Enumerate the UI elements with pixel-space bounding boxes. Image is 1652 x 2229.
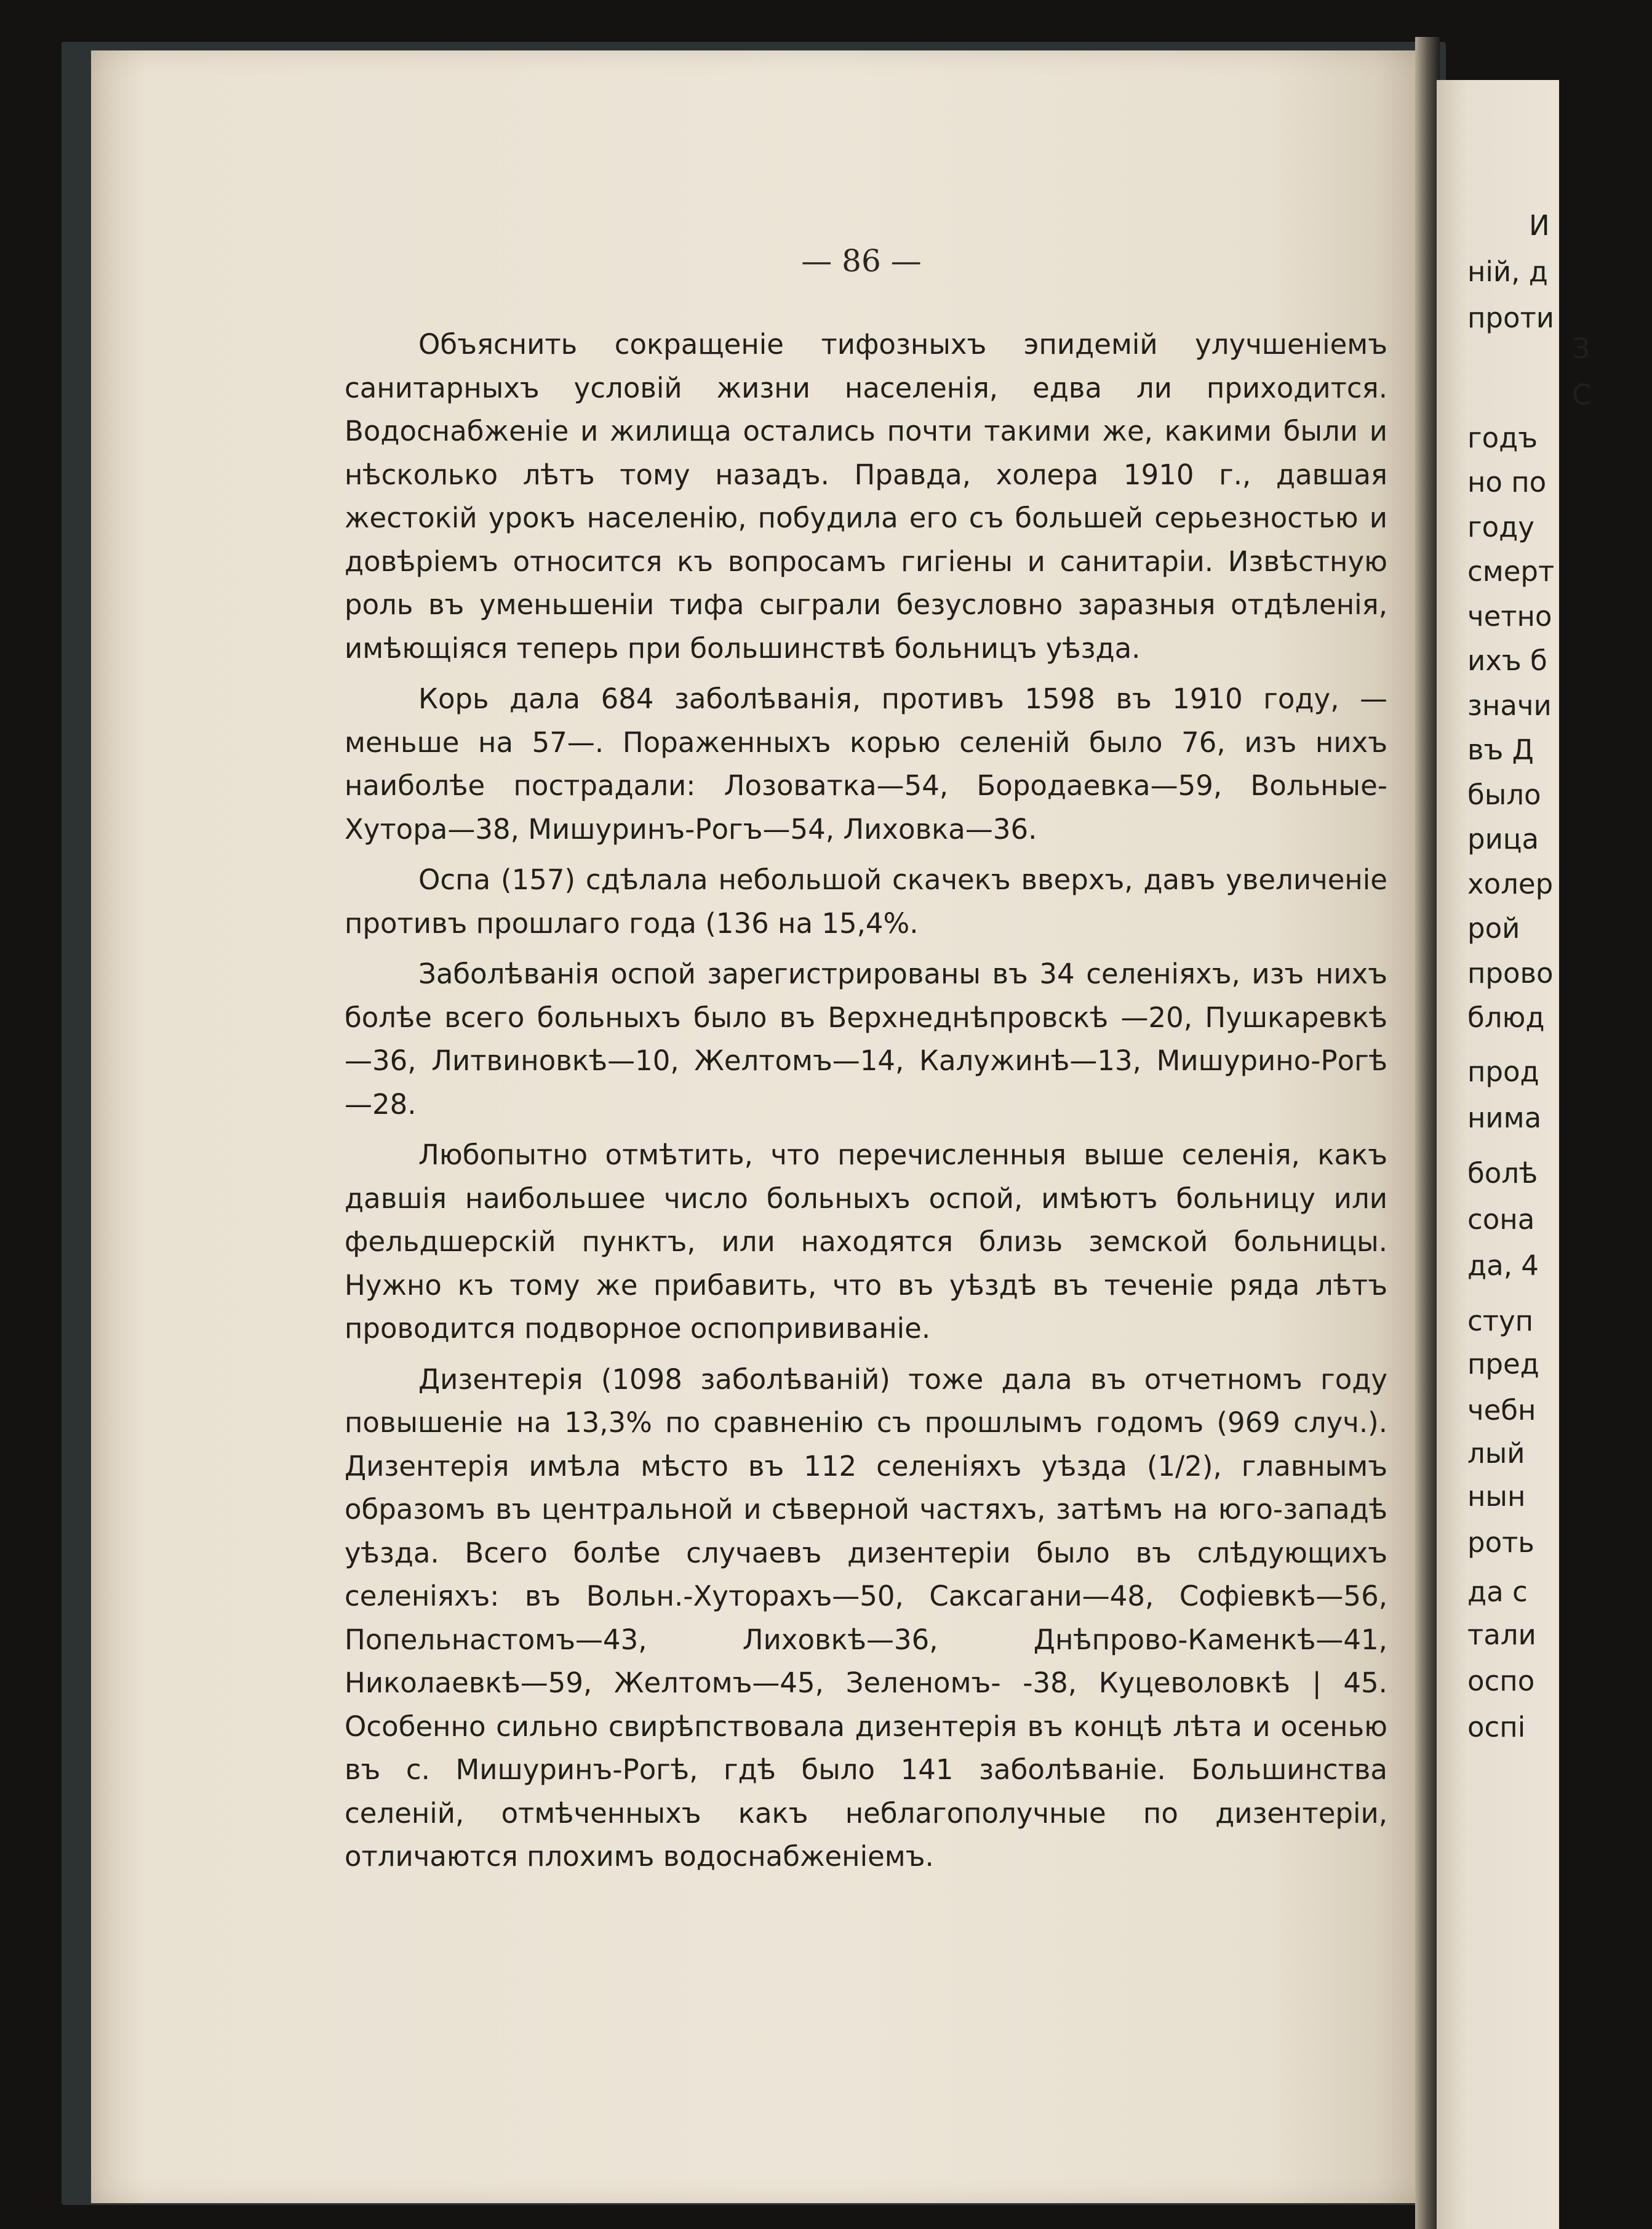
facing-page-line: прово <box>1467 957 1554 990</box>
facing-page-line: болѣ <box>1467 1157 1538 1190</box>
facing-page-line: проти <box>1467 302 1554 334</box>
paragraph-dysentery: Дизентерія (1098 заболѣваній) тоже дала въ отчетномъ году повышеніе на 13,3% по сравненію съ прошлымъ годомъ (969 случ.). Дизентерія имѣла мѣсто въ 112 селеніяхъ уѣзда (1/2), главнымъ образомъ въ центральной и сѣверной частяхъ, затѣмъ на юго-западѣ уѣзда. Всего болѣе случаевъ дизентеріи было въ слѣдующихъ селеніяхъ: въ Вольн.-Хуторахъ—50, Саксагани—48, Софіевкѣ—56, Попельнастомъ—43, Лиховкѣ—36, Днѣпрово-Каменкѣ—41, Николаевкѣ—59, Желтомъ—45, Зеленомъ- -38, Куцеволовкѣ | 45. Особенно сильно свирѣпствовала дизентерія въ концѣ лѣта и осенью въ с. Мишуринъ-Рогѣ, гдѣ было 141 заболѣваніе. Большинства селеній, отмѣченныхъ какъ неблагополучные по дизентеріи, отличаются плохимъ водоснабженіемъ. <box>345 1363 1387 1873</box>
facing-page-line: чебн <box>1467 1394 1536 1427</box>
facing-page-line: четно <box>1467 600 1552 633</box>
facing-page-line: З <box>1572 332 1590 365</box>
page-number: — 86 — <box>801 243 922 279</box>
facing-page-line: рица <box>1467 823 1539 855</box>
facing-page-line: прод <box>1467 1055 1539 1088</box>
facing-page-line: холер <box>1467 868 1554 900</box>
facing-page-line: тали <box>1467 1619 1536 1651</box>
book-gutter <box>1415 37 1440 2229</box>
facing-page-line: сона <box>1467 1203 1535 1236</box>
facing-page-line: годъ <box>1467 422 1538 454</box>
facing-page-line: лый <box>1467 1437 1525 1470</box>
paragraph-smallpox: Оспа (157) сдѣлала небольшой скачекъ вверхъ, давъ увеличеніе противъ прошлаго года (136 на 15,4%. <box>345 863 1387 940</box>
facing-page-line: нима <box>1467 1102 1542 1134</box>
facing-page-line: блюд <box>1467 1001 1545 1034</box>
facing-page-line: ступ <box>1467 1305 1534 1337</box>
facing-page-line: ній, д <box>1467 255 1548 288</box>
paragraph-measles: Корь дала 684 заболѣванія, противъ 1598 въ 1910 году, —меньше на 57—. Пораженныхъ корью селеній было 76, изъ нихъ наиболѣе пострадали: Лозоватка—54, Бородаевка—59, Вольные-Хутора—38, Мишуринъ-Рогъ—54, Лиховка—36. <box>345 682 1387 846</box>
facing-page-line: въ Д <box>1467 734 1534 766</box>
facing-page-line: но по <box>1467 466 1547 498</box>
facing-page-line: году <box>1467 511 1534 543</box>
paragraph-smallpox-villages: Заболѣванія оспой зарегистрированы въ 34 селеніяхъ, изъ нихъ болѣе всего больныхъ было въ Верхнеднѣпровскѣ —20, Пушкаревкѣ—36, Литвиновкѣ—10, Желтомъ—14, Калужинѣ—13, Мишурино-Рогѣ—28. <box>345 958 1387 1121</box>
facing-page-line: роть <box>1467 1526 1534 1559</box>
facing-page-line: рой <box>1467 912 1520 945</box>
facing-page-line: было <box>1467 778 1541 811</box>
page-text <box>345 323 1387 1886</box>
right-page <box>1437 80 1592 2229</box>
facing-page-line: да, 4 <box>1467 1249 1539 1282</box>
facing-page-line: смерт <box>1467 555 1555 588</box>
facing-page-line: оспо <box>1467 1665 1535 1697</box>
facing-page-line: нын <box>1467 1480 1526 1513</box>
facing-page-line: С <box>1572 378 1592 411</box>
facing-page-line: ихъ б <box>1467 644 1547 677</box>
facing-page-line: пред <box>1467 1348 1539 1380</box>
paragraph-vaccination: Любопытно отмѣтить, что перечисленныя выше селенія, какъ давшія наибольшее число больныхъ оспой, имѣютъ больницу или фельдшерскій пунктъ, или находятся близь земской больницы. Нужно къ тому же прибавить, что въ уѣздѣ въ теченіе ряда лѣтъ проводится подворное оспопрививаніе. <box>345 1139 1387 1345</box>
facing-page-line: значи <box>1467 689 1552 722</box>
facing-page-line: И <box>1529 209 1550 242</box>
facing-page-line: да с <box>1467 1575 1528 1608</box>
paragraph-typhus: Объяснить сокращеніе тифозныхъ эпидемій улучшеніемъ санитарныхъ условій жизни населенія, едва ли приходится. Водоснабженіе и жилища остались почти такими же, какими были и нѣсколько лѣтъ тому назадъ. Правда, холера 1910 г., давшая жестокій урокъ населенію, побудила его съ большей серьезностью и довѣріемъ относится къ вопросамъ гигіены и санитаріи. Извѣстную роль въ уменьшеніи тифа сыграли безусловно заразныя отдѣленія, имѣющіяся теперь при большинствѣ больницъ уѣзда. <box>345 328 1387 665</box>
facing-page-line: оспі <box>1467 1711 1526 1743</box>
